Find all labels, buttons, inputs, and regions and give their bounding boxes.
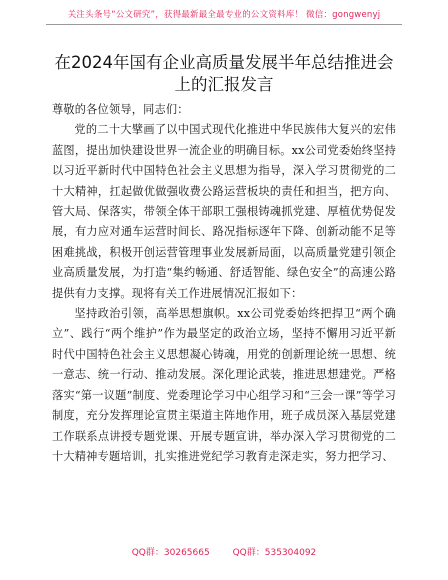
title-line-2: 上的汇报发言 bbox=[174, 75, 274, 94]
header-divider bbox=[46, 24, 402, 25]
footer-qq-group-2: QQ群：535304092 bbox=[232, 548, 317, 558]
paragraph-political-guidance: 坚持政治引领，高举思想旗帜。xx公司党委始终把捍卫“两个确立”、践行“两个维护”作为最坚定的政治立场，坚持不懈用习近平新时代中国特色社会主义思想凝心铸魂，用党的创新理论统一思想、统一意志、统一行动、推动发展。深化理论武装，推进思想建党。严格落实“第一议题”制度、党委理论学习中心组学习和“三会一课”等学习制度，充分发挥理论宣贯主渠道主阵地作用，班子成员深入基层党建工作联系点讲授专题党课、开展专题宣讲，举办深入学习贯彻党的二十大精神专题培训，扎实推进党纪学习教育走深走实，努力把学习、 bbox=[52, 307, 396, 463]
footer-qq-group-1: QQ群：30265665 bbox=[131, 548, 210, 558]
footer bbox=[0, 545, 448, 558]
header-banner: 关注头条号“公文研究”，获得最新最全最专业的公文资料库！ 微信：gongwenyj bbox=[67, 10, 381, 20]
title-line-1: 在2024年国有企业高质量发展半年总结推进会 bbox=[54, 53, 394, 72]
paragraph-intro: 党的二十大擘画了以中国式现代化推进中华民族伟大复兴的宏伟蓝图，提出加快建设世界一流企业的明确目标。xx公司党委始终坚持以习近平新时代中国特色社会主义思想为指导，深入学习贯彻党的二十大精神，扛起做优做强收费公路运营板块的责任和担当，把方向、管大局、保落实，带领全体干部职工强根铸魂抓党建、厚植优势促发展，有力应对通车运营时间长、路况指标逐年下降、创新动能不足等困难挑战，积极开创运营管理事业发展新局面，以高质量党建引领企业高质量发展，为打造“集约畅通、舒适智能、绿色安全”的高速公路提供有力支撑。现将有关工作进展情况汇报如下： bbox=[52, 123, 396, 300]
salutation: 尊敬的各位领导，同志们： bbox=[52, 103, 189, 116]
document-body bbox=[52, 100, 396, 467]
document-title bbox=[40, 52, 408, 96]
